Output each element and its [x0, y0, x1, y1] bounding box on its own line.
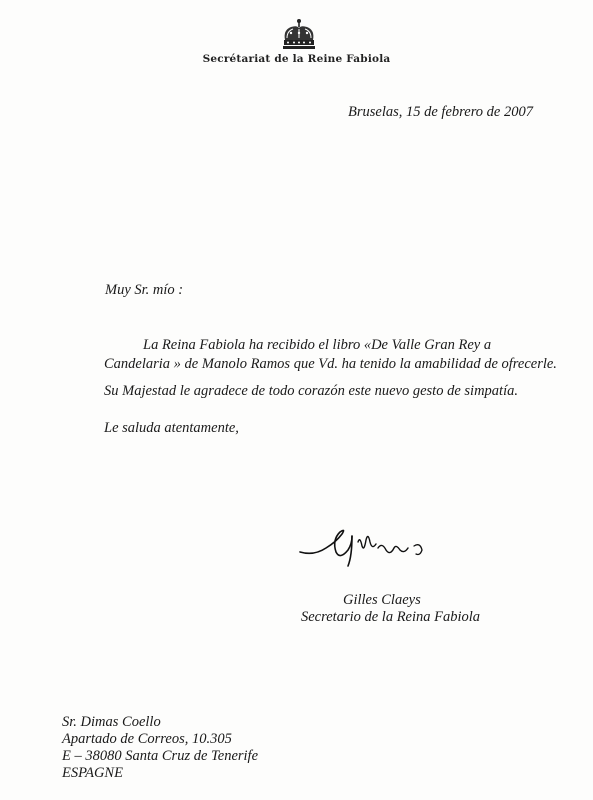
recipient-address-line: Apartado de Correos, 10.305: [62, 731, 232, 747]
salutation: Muy Sr. mío :: [105, 282, 184, 298]
crown-icon: [277, 18, 321, 52]
signer-name: Gilles Claeys: [343, 592, 421, 608]
handwritten-signature: [296, 522, 436, 570]
letterhead-org: Secrétariat de la Reine Fabiola: [202, 53, 391, 65]
paragraph-1-line-1: La Reina Fabiola ha recibido el libro «De Valle Gran Rey a: [143, 337, 492, 353]
paragraph-2: Su Majestad le agradece de todo corazón este nuevo gesto de simpatía.: [104, 383, 518, 399]
recipient-address-line: ESPAGNE: [62, 765, 123, 781]
signer-title: Secretario de la Reina Fabiola: [301, 609, 481, 625]
recipient-address-line: E – 38080 Santa Cruz de Tenerife: [62, 748, 259, 764]
date-line: Bruselas, 15 de febrero de 2007: [348, 104, 533, 120]
paragraph-1-line-2: Candelaria » de Manolo Ramos que Vd. ha tenido la amabilidad de ofrecerle.: [104, 356, 557, 372]
closing-line: Le saluda atentamente,: [104, 420, 239, 436]
recipient-address-line: Sr. Dimas Coello: [62, 714, 161, 730]
